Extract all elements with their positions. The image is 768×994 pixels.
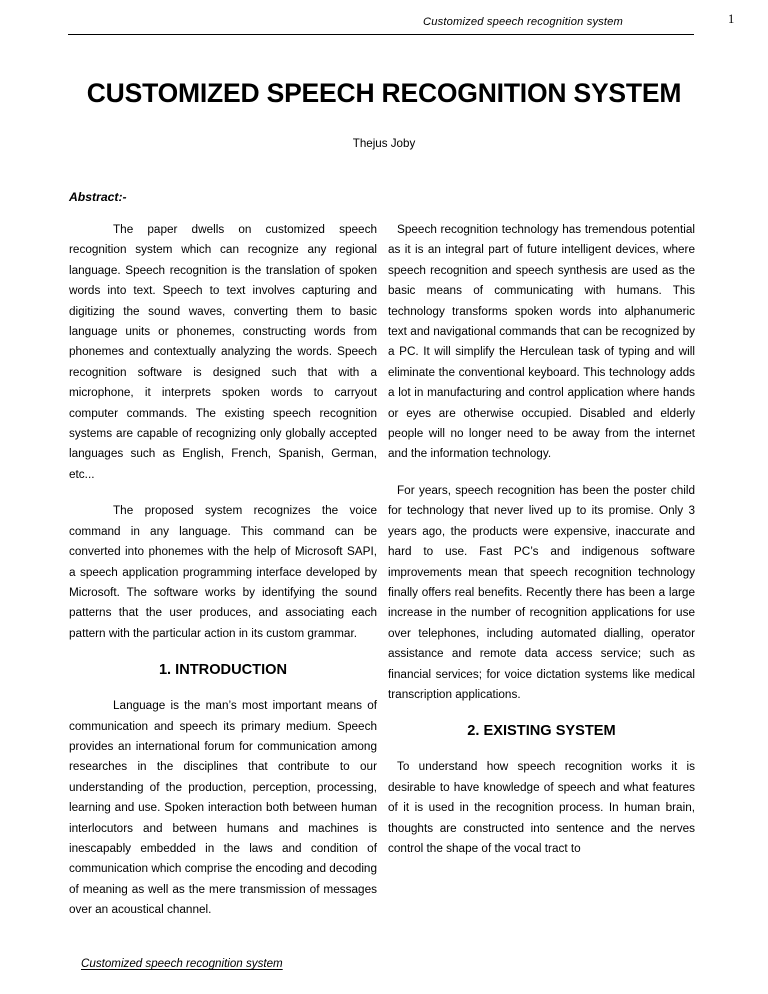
section-heading-existing-system: 2. EXISTING SYSTEM [467, 723, 616, 740]
section-heading-introduction: 1. INTRODUCTION [158, 662, 288, 679]
introduction-paragraph: Language is the man’s most important means of communication and speech its primary medium. Speech provides an international forum for communication among researches in the disciplines that contribute to our understanding of the production, perception, processing, learning and use. Spoken interaction both between human interlocutors and between humans and machines is inescapably embedded in the laws and condition of communication which comprise the encoding and decoding of meaning as well as the mere transmission of messages over an acoustical channel. [69, 699, 377, 917]
history-paragraph: For years, speech recognition has been the poster child for technology that never lived up to its promise. Only 3 years ago, the products were expensive, inaccurate and hard to use. Fast PC’s and indigenous software improvements mean that speech recognition technology finally offers real benefits. Recently there has been a large increase in the number of recognition applications for use over telephones, including automated dialling, operator assistance and remote data access service; such as financial services; for voice dictation systems like medical transcription applications. [388, 483, 695, 701]
page-header [68, 16, 694, 38]
abstract-label: Abstract:- [69, 190, 127, 204]
existing-system-paragraph: To understand how speech recognition works it is desirable to have knowledge of speech and what features of it is used in the recognition process. In human brain, thoughts are constructed into sentence and the nerves control the shape of the vocal tract to [388, 760, 695, 855]
potential-paragraph: Speech recognition technology has tremendous potential as it is an integral part of future intelligent devices, where speech recognition and speech synthesis are used as the basic means of communicating with humans. This technology transforms spoken words into alphanumeric text and navigational commands that can be recognized by a PC. It will simplify the Herculean task of typing and will eliminate the conventional keyboard. This technology adds a lot in manufacturing and control application where hands or eyes are otherwise occupied. Disabled and elderly people will no longer need to be away from the internet and the information technology. [388, 223, 695, 461]
body-column-right [388, 220, 695, 859]
header-running-title: Customized speech recognition system [423, 16, 624, 28]
abstract-paragraph: The paper dwells on customized speech recognition system which can recognize any regional language. Speech recognition is the translation of spoken words into text. Speech to text involves capturing and digitizing the sound waves, converting them to basic language units or phonemes, constructing words from phonemes and contextually analyzing the words. Speech recognition software is designed such that with a microphone, it interprets spoken words to carryout computer commands. The existing speech recognition systems are capable of recognizing only globally accepted languages such as English, French, Spanish, German, etc... [69, 223, 377, 481]
header-rule [68, 34, 694, 35]
author-name: Thejus Joby [352, 137, 416, 150]
page-number: 1 [728, 12, 735, 26]
proposed-system-paragraph: The proposed system recognizes the voice command in any language. This command can be converted into phonemes with the help of Microsoft SAPI, a speech application programming interface developed by Microsoft. The software works by identifying the sound patterns that the user produces, and associating each pattern with the particular action in its custom grammar. [69, 504, 377, 640]
body-column-left [69, 220, 377, 921]
page-footer: Customized speech recognition system [81, 957, 283, 970]
page-title: CUSTOMIZED SPEECH RECOGNITION SYSTEM [86, 78, 682, 108]
